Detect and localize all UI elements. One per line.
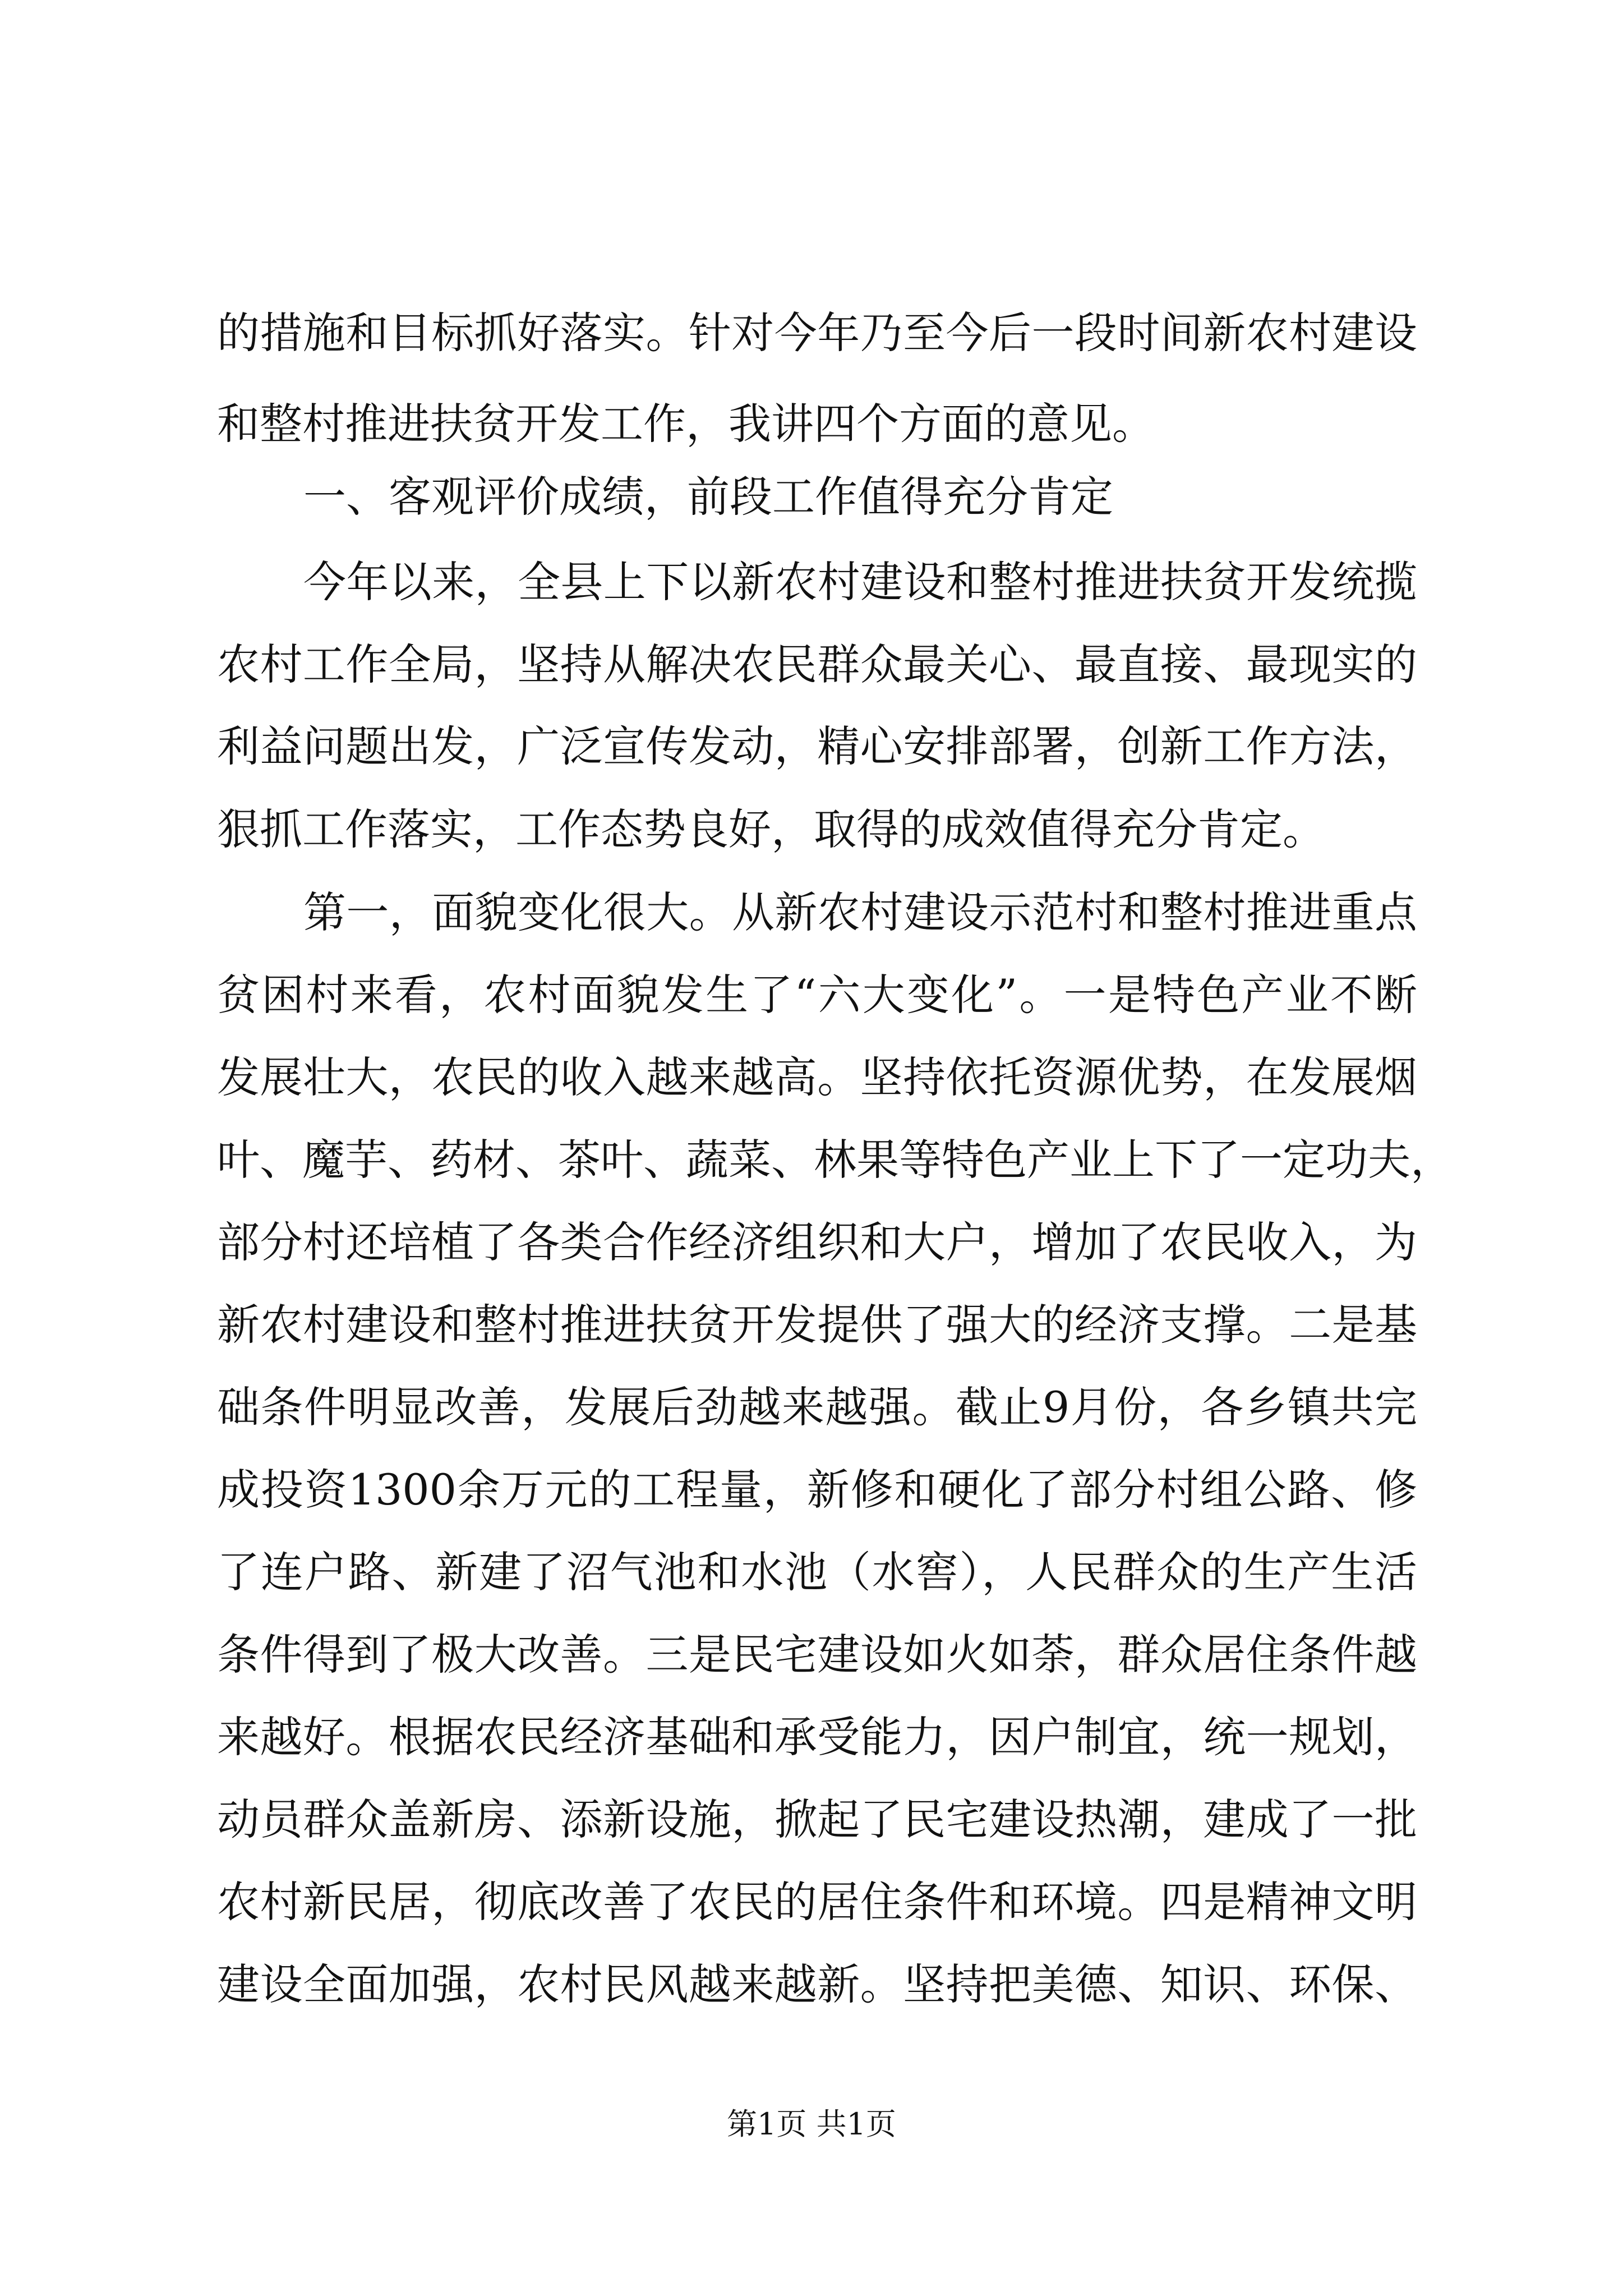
text-line: 农村工作全局，坚持从解决农民群众最关心、最直接、最现实的	[217, 639, 1417, 689]
text-line: 条件得到了极大改善。三是民宅建设如火如荼，群众居住条件越	[217, 1630, 1417, 1680]
text-line: 今年以来，全县上下以新农村建设和整村推进扶贫开发统揽	[303, 557, 1417, 607]
text-line: 成投资1300余万元的工程量，新修和硬化了部分村组公路、修	[217, 1465, 1417, 1515]
text-line: 贫困村来看，农村面貌发生了“六大变化”。一是特色产业不断	[217, 970, 1417, 1020]
text-line: 础条件明显改善，发展后劲越来越强。截止9月份，各乡镇共完	[217, 1382, 1417, 1432]
text-line: 农村新民居，彻底改善了农民的居住条件和环境。四是精神文明	[217, 1877, 1417, 1927]
text-line: 和整村推进扶贫开发工作，我讲四个方面的意见。	[217, 399, 1155, 449]
text-line: 的措施和目标抓好落实。针对今年乃至今后一段时间新农村建设	[217, 308, 1417, 358]
text-line: 狠抓工作落实，工作态势良好，取得的成效值得充分肯定。	[217, 804, 1325, 854]
text-line: 发展壮大，农民的收入越来越高。坚持依托资源优势，在发展烟	[217, 1052, 1417, 1102]
text-line: 新农村建设和整村推进扶贫开发提供了强大的经济支撑。二是基	[217, 1300, 1417, 1350]
text-line: 建设全面加强，农村民风越来越新。坚持把美德、知识、环保、	[217, 1959, 1417, 2009]
text-line: 动员群众盖新房、添新设施，掀起了民宅建设热潮，建成了一批	[217, 1795, 1417, 1844]
text-line: 叶、魔芋、药材、茶叶、蔬菜、林果等特色产业上下了一定功夫，	[217, 1135, 1453, 1185]
text-line: 来越好。根据农民经济基础和承受能力，因户制宜，统一规划，	[217, 1712, 1417, 1762]
section-heading: 一、客观评价成绩，前段工作值得充分肯定	[303, 472, 1113, 522]
text-line: 第一，面貌变化很大。从新农村建设示范村和整村推进重点	[303, 887, 1417, 937]
text-line: 了连户路、新建了沼气池和水池（水窖），人民群众的生产生活	[217, 1547, 1417, 1597]
page-number-footer: 第1页 共1页	[727, 2106, 896, 2142]
text-line: 利益问题出发，广泛宣传发动，精心安排部署，创新工作方法，	[217, 721, 1417, 771]
text-line: 部分村还培植了各类合作经济组织和大户，增加了农民收入，为	[217, 1217, 1417, 1267]
